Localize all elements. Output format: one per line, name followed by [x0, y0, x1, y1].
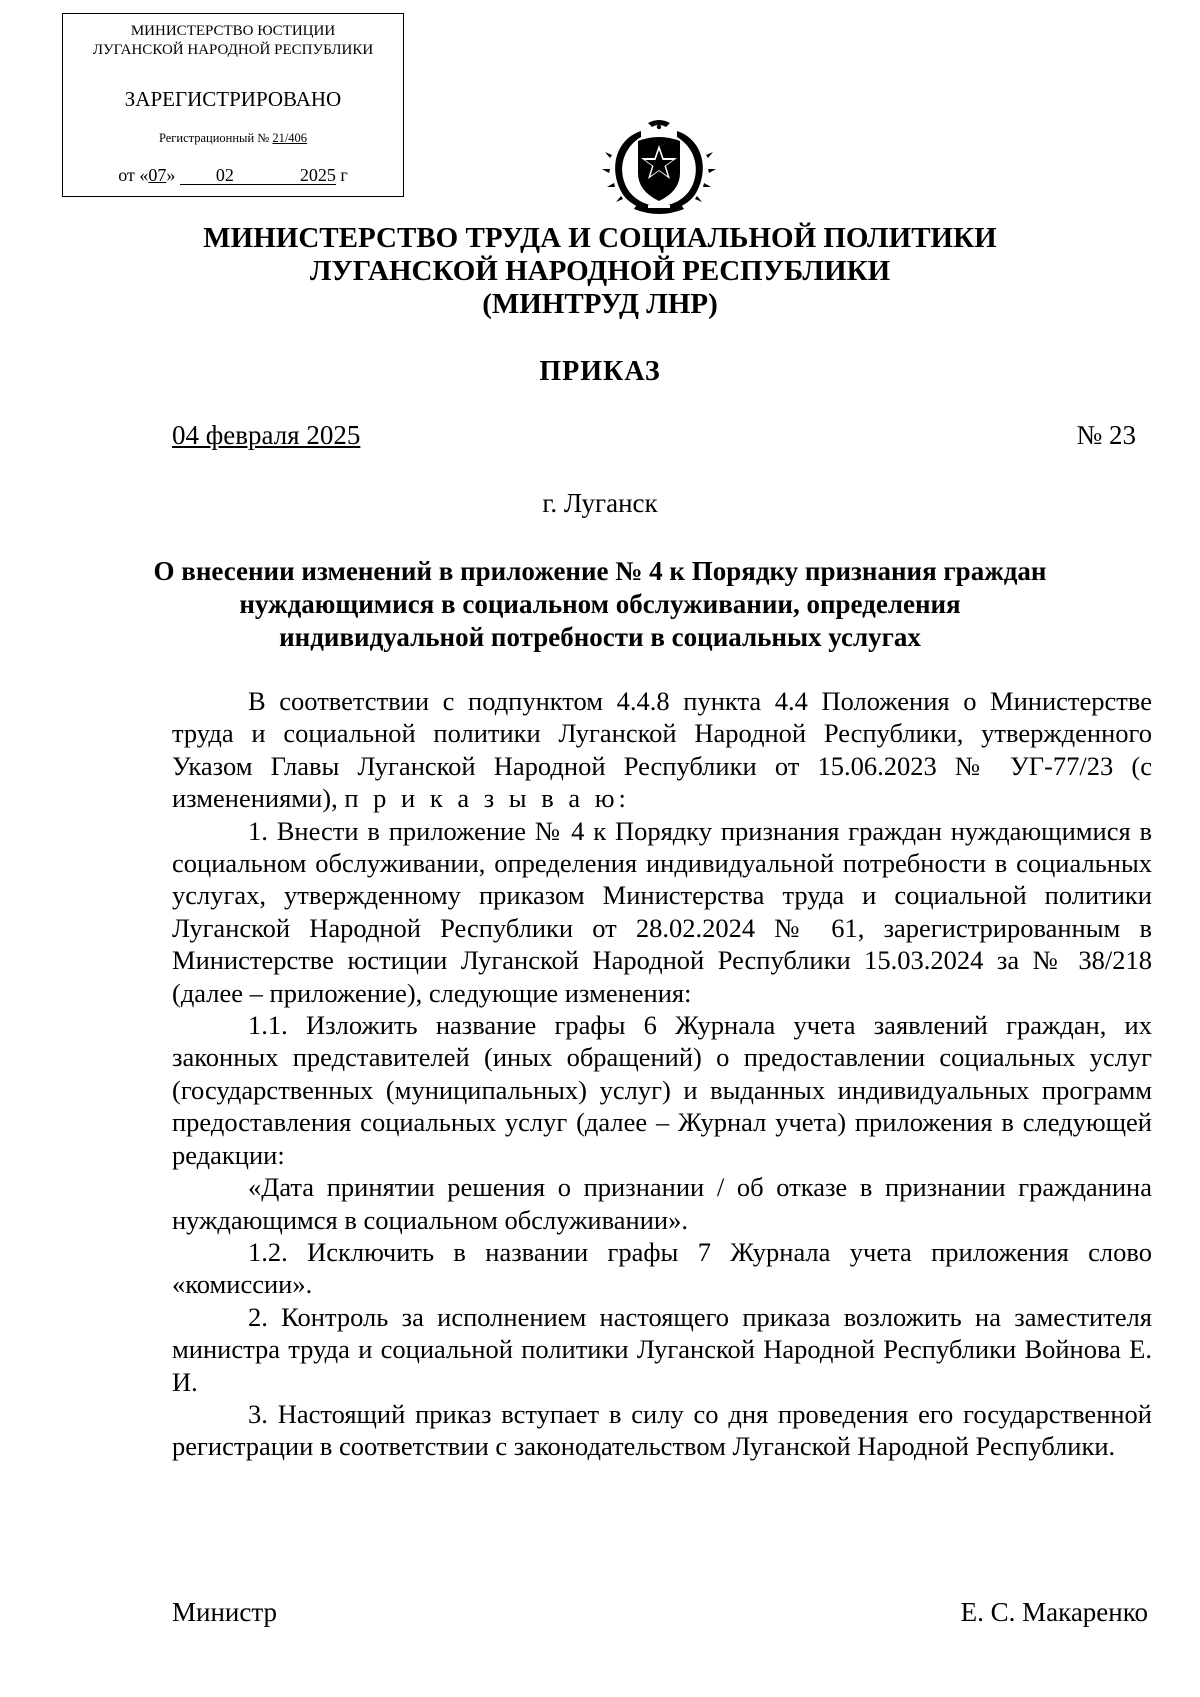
stamp-date-month: 02: [180, 166, 270, 185]
coat-of-arms-icon: [598, 117, 720, 217]
order-number: № 23: [1076, 420, 1136, 450]
ministry-header-line2: ЛУГАНСКОЙ НАРОДНОЙ РЕСПУБЛИКИ: [309, 255, 891, 287]
stamp-date-year-suffix: 5: [326, 165, 336, 185]
ministry-header: [0, 222, 1200, 321]
order-subject-line3: индивидуальной потребности в социальных услугах: [279, 622, 921, 652]
body-intro-text: В соответствии с подпунктом 4.4.8 пункта 4.4 Положения о Министерстве труда и социальной политики Луганской Народной Республики, утвержденного Указом Главы Луганской Народной Республики от 15.06.2023 № УГ-77/23 (с изменениями),: [172, 686, 1152, 814]
order-date: 04 февраля 2025: [172, 420, 361, 450]
body-paragraph-1-1: 1.1. Изложить название графы 6 Журнала учета заявлений граждан, их законных представителей (иных обращений) о предоставлении социальных услуг (государственных (муниципальных) услуг) и выданных индивидуальных программ предоставления социальных услуг (далее – Журнал учета) приложения в следующей редакции:: [172, 1010, 1152, 1170]
stamp-org-line1: МИНИСТЕРСТВО ЮСТИЦИИ: [130, 23, 336, 39]
order-subject-line2: нуждающимися в социальном обслуживании, определения: [239, 589, 961, 619]
stamp-registration-number: [63, 131, 403, 146]
order-subject-line1: О внесении изменений в приложение № 4 к Порядку признания граждан: [153, 556, 1047, 586]
order-city: г. Луганск: [542, 488, 658, 518]
stamp-organization: [63, 22, 403, 60]
body-intro-verb: п р и к а з ы в а ю:: [344, 783, 630, 814]
body-intro: [172, 685, 1152, 815]
stamp-date-suffix: г: [340, 165, 348, 185]
ministry-header-line1: МИНИСТЕРСТВО ТРУДА И СОЦИАЛЬНОЙ ПОЛИТИКИ: [203, 222, 997, 254]
order-body: [172, 685, 1152, 1463]
signatory-position: Министр: [172, 1597, 277, 1627]
order-subject: [150, 555, 1050, 654]
ministry-header-line3: (МИНТРУД ЛНР): [482, 288, 718, 320]
stamp-date-year: [270, 166, 336, 185]
body-paragraph-3: 3. Настоящий приказ вступает в силу со дня проведения его государственной регистрации в соответствии с законодательством Луганской Народной Республики.: [172, 1398, 1152, 1462]
stamp-title: ЗАРЕГИСТРИРОВАНО: [124, 87, 342, 111]
registration-stamp: [62, 13, 404, 197]
stamp-date-year-prefix: 202: [299, 165, 327, 185]
body-paragraph-1: 1. Внести в приложение № 4 к Порядку признания граждан нуждающимися в социальном обслуживании, определения индивидуальной потребности в социальных услугах, утвержденному приказом Министерства труда и социальной политики Луганской Народной Республики от 28.02.2024 № 61, зарегистрированным в Министерстве юстиции Луганской Народной Республики 15.03.2024 за № 38/218 (далее – приложение), следующие изменения:: [172, 815, 1152, 1008]
body-paragraph-2: 2. Контроль за исполнением настоящего приказа возложить на заместителя министра труда и социальной политики Луганской Народной Республики Войнова Е. И.: [172, 1301, 1152, 1397]
stamp-date-prefix: от «: [118, 165, 149, 185]
body-paragraph-1-2: 1.2. Исключить в названии графы 7 Журнала учета приложения слово «комиссии».: [172, 1236, 1152, 1300]
stamp-reg-number: 21/406: [272, 131, 308, 145]
order-title: ПРИКАЗ: [539, 356, 661, 387]
stamp-date-day: 07: [148, 165, 167, 185]
signatory-name: Е. С. Макаренко: [960, 1597, 1148, 1627]
stamp-date: [63, 165, 403, 186]
stamp-reg-label: Регистрационный №: [158, 131, 270, 145]
stamp-date-close: »: [166, 165, 176, 185]
body-quote: «Дата принятии решения о признании / об отказе в признании гражданина нуждающимся в социальном обслуживании».: [172, 1172, 1152, 1235]
stamp-org-line2: ЛУГАНСКОЙ НАРОДНОЙ РЕСПУБЛИКИ: [92, 42, 374, 58]
